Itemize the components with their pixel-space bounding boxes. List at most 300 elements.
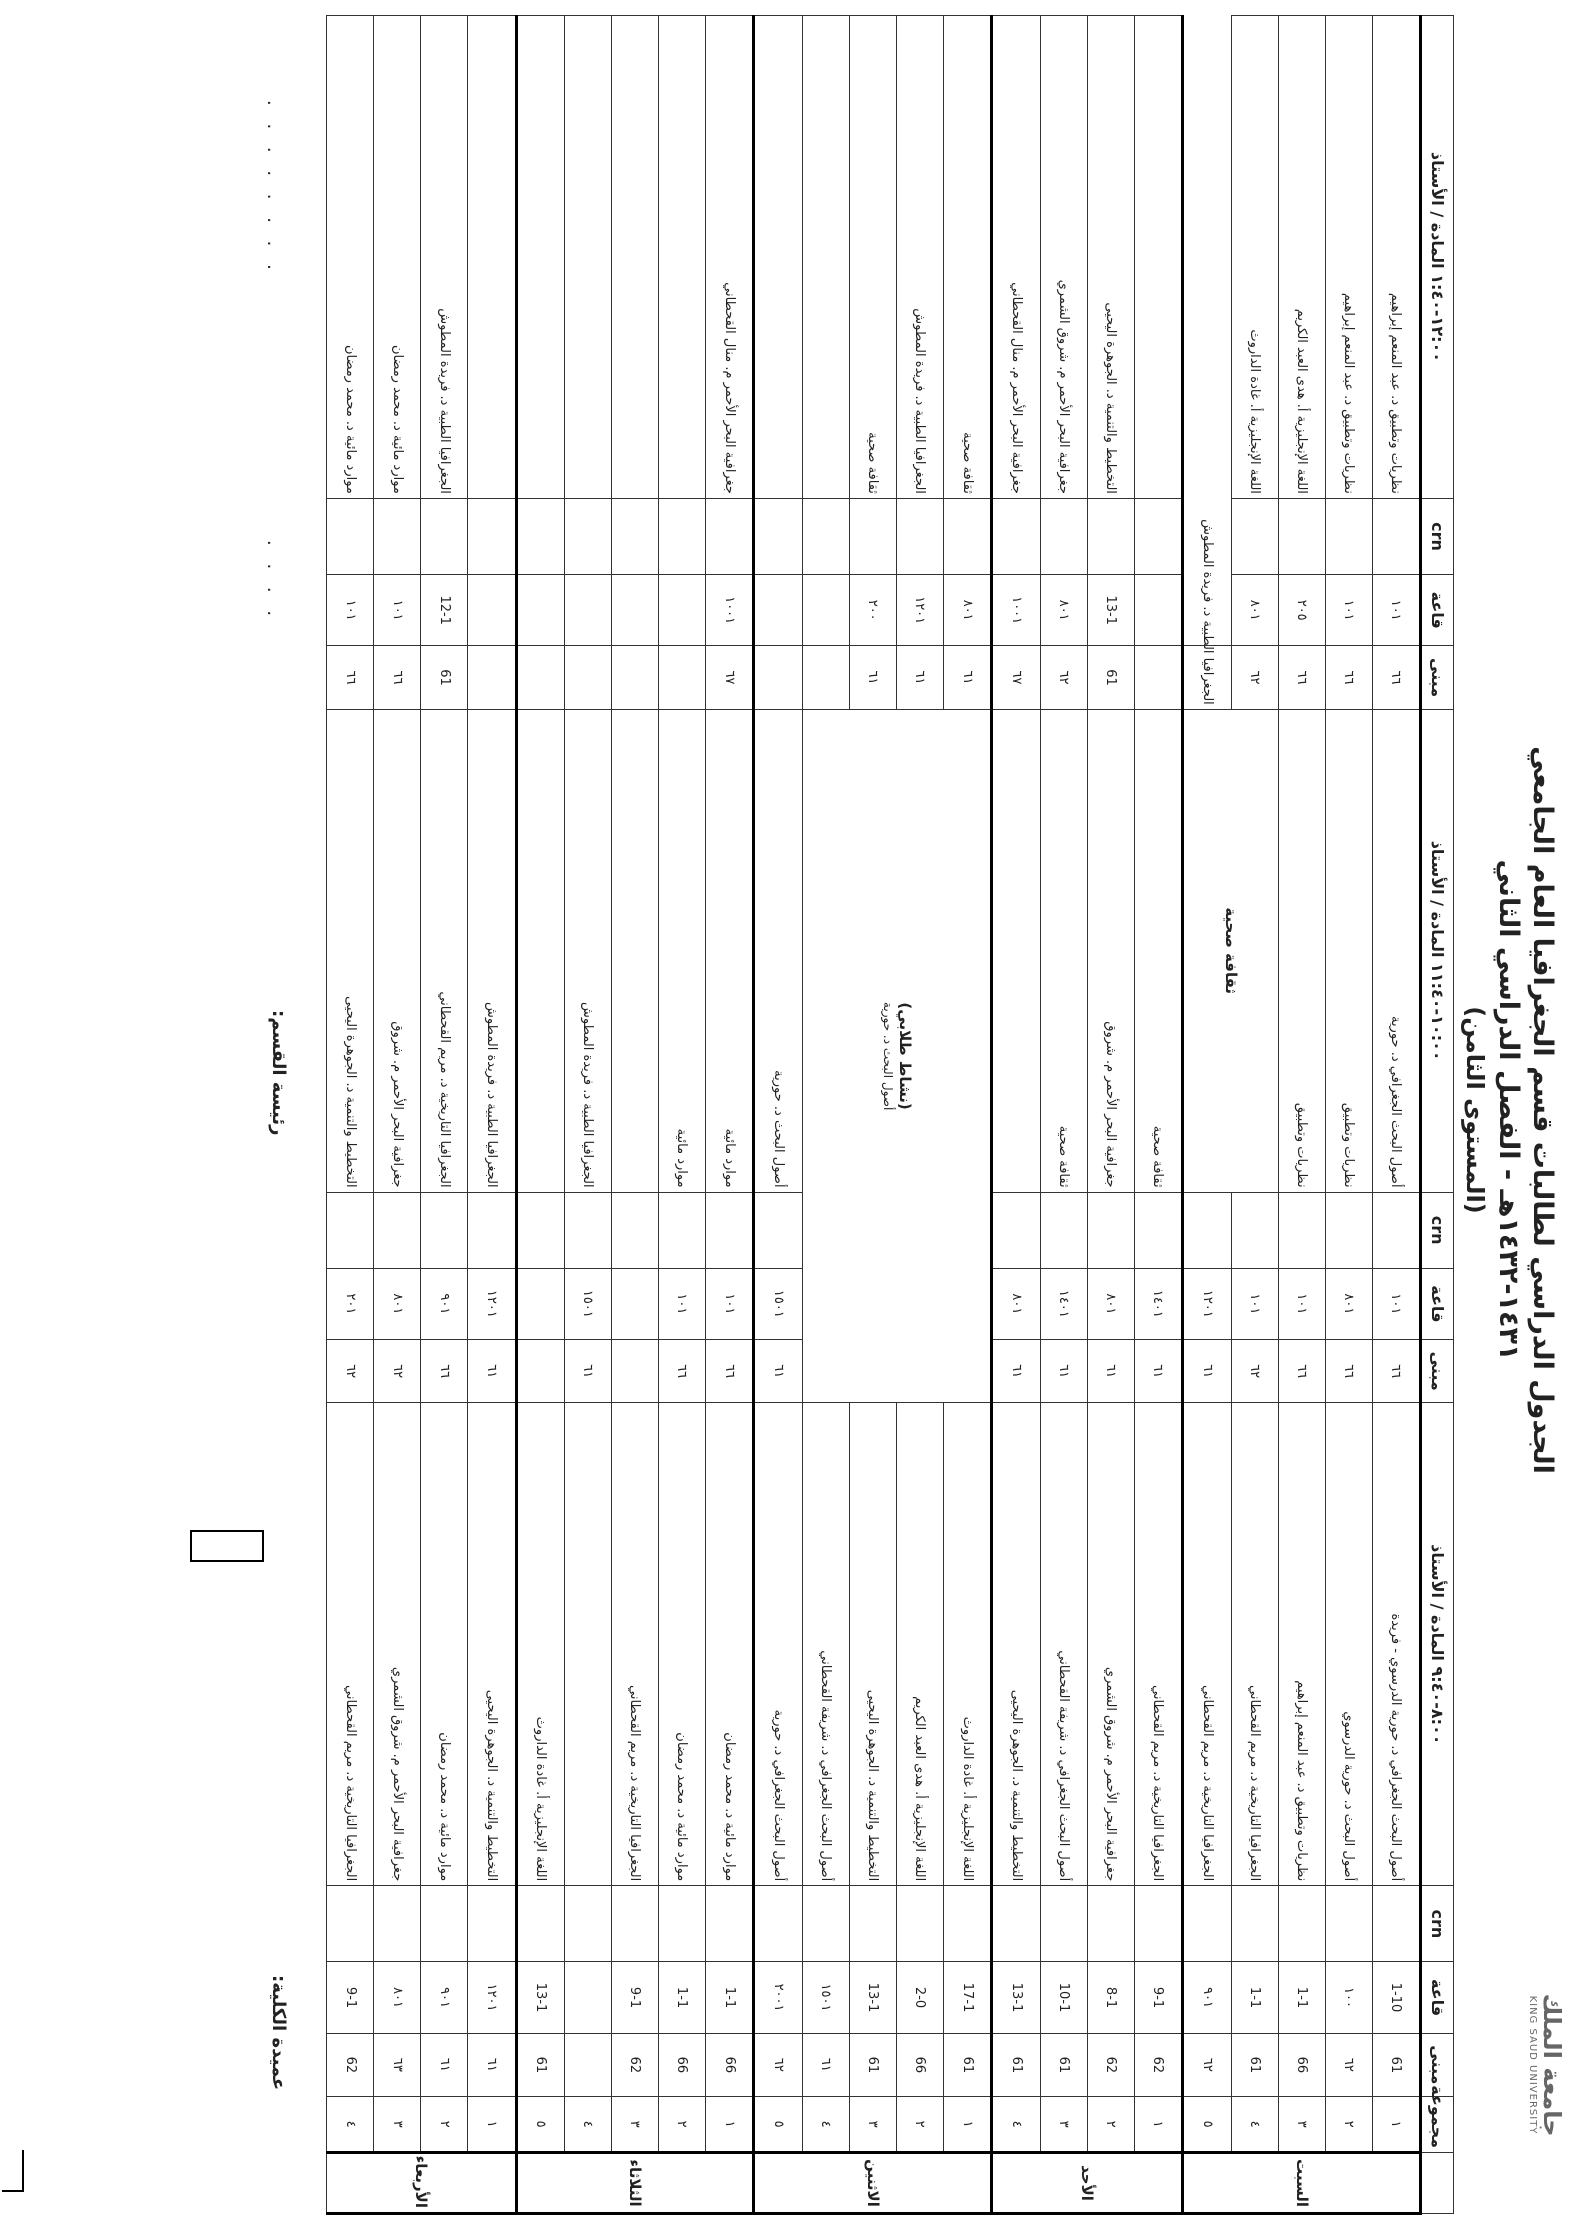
hall-cell: 1-1 bbox=[705, 1962, 753, 2033]
schedule-row bbox=[1231, 16, 1278, 2214]
crn-cell bbox=[516, 498, 564, 574]
building-cell: ٦٦ bbox=[1325, 1339, 1372, 1403]
building-header: مبنى bbox=[1421, 646, 1454, 710]
university-logo bbox=[1506, 1950, 1566, 2180]
course-cell: موارد مائية bbox=[705, 709, 753, 1192]
header-row bbox=[1421, 16, 1454, 2214]
building-cell bbox=[754, 646, 802, 710]
schedule-row bbox=[992, 16, 1040, 2214]
group-number: ٢ bbox=[658, 2097, 705, 2153]
schedule-row bbox=[658, 16, 705, 2214]
crn-cell bbox=[1087, 1192, 1134, 1268]
course-cell: ثقافة صحية bbox=[1040, 709, 1087, 1192]
course-cell: ثقافة صحية bbox=[849, 16, 896, 499]
building-cell: ٦١ bbox=[1134, 1339, 1182, 1403]
course-cell: أصول البحث الجغرافي د. حورية bbox=[1372, 709, 1420, 1192]
schedule-row bbox=[468, 16, 516, 2214]
course-cell: اللغة الإنجليزية أ. غادة الداروث bbox=[516, 1403, 564, 1886]
building-cell: ٦٦ bbox=[705, 1339, 753, 1403]
schedule-row bbox=[374, 16, 421, 2214]
schedule-row bbox=[1087, 16, 1134, 2214]
course-cell: اللغة الإنجليزية أ. غادة الداروث bbox=[1231, 16, 1278, 499]
group-number: ٢ bbox=[421, 2097, 468, 2153]
hall-cell: 9-1 bbox=[611, 1962, 658, 2033]
course-cell: جغرافية البحر الأحمر م. شروق الشمري bbox=[1040, 16, 1087, 499]
course-cell: ثقافة صحية bbox=[1134, 709, 1182, 1192]
course-cell bbox=[611, 709, 658, 1192]
day-label-saturday: السبت bbox=[1183, 2153, 1421, 2214]
group-number: ٢ bbox=[1325, 2097, 1372, 2153]
crn-cell bbox=[421, 1886, 468, 1962]
hall-cell: 1-10 bbox=[1372, 1962, 1420, 2033]
building-cell: ٦٦ bbox=[1325, 646, 1372, 710]
building-cell: ٦٢ bbox=[1231, 1339, 1278, 1403]
course-cell: موارد مائية د. محمد رمضان bbox=[705, 1403, 753, 1886]
building-cell: 61 bbox=[1231, 2033, 1278, 2097]
building-cell: ٦١ bbox=[849, 646, 896, 710]
hall-cell: ٨٠١ bbox=[1040, 575, 1087, 646]
crn-cell bbox=[1183, 1192, 1231, 1268]
course-cell: أصول البحث الجغرافي د. شريفة القحطاني bbox=[1040, 1403, 1087, 1886]
building-cell: ٦٢ bbox=[327, 1339, 374, 1403]
building-cell: 61 bbox=[1040, 2033, 1087, 2097]
crn-cell bbox=[1040, 498, 1087, 574]
building-cell: 62 bbox=[1087, 2033, 1134, 2097]
building-cell: ٦١ bbox=[754, 1339, 802, 1403]
dean-signature: عميدة الكلية: bbox=[268, 1975, 289, 2091]
crn-cell bbox=[658, 498, 705, 574]
course-cell bbox=[992, 709, 1040, 1192]
building-cell: ٦٦ bbox=[658, 1339, 705, 1403]
hall-cell: ٢٠٠ bbox=[849, 575, 896, 646]
group-number: ٥ bbox=[516, 2097, 564, 2153]
course-cell: التخطيط والتنمية د. الجوهرة اليحيى bbox=[849, 1403, 896, 1886]
course-cell: نظريات وتطبيق د. عبد المنعم إبراهيم bbox=[1325, 16, 1372, 499]
building-cell: ٦١ bbox=[468, 1339, 516, 1403]
crn-cell bbox=[565, 1192, 612, 1268]
hall-cell: ١٥٠١ bbox=[802, 1962, 849, 2033]
crn-cell bbox=[754, 1192, 802, 1268]
crn-cell bbox=[705, 498, 753, 574]
building-cell: ٦١ bbox=[1040, 1339, 1087, 1403]
hall-cell: ١٤٠١ bbox=[1040, 1268, 1087, 1339]
building-cell: ٦٦ bbox=[374, 646, 421, 710]
course-cell: التخطيط والتنمية د. الجوهرة اليحيى bbox=[327, 709, 374, 1192]
crn-cell bbox=[849, 1886, 896, 1962]
crn-cell bbox=[1325, 1886, 1372, 1962]
crn-cell bbox=[658, 1886, 705, 1962]
crn-cell bbox=[421, 498, 468, 574]
hall-cell: 1-1 bbox=[1278, 1962, 1325, 2033]
course-cell: الجغرافيا التاريخية د. مريم القحطاني bbox=[611, 1403, 658, 1886]
hall-cell: ٢٠١ bbox=[327, 1268, 374, 1339]
group-number: ٤ bbox=[1231, 2097, 1278, 2153]
crn-cell bbox=[1231, 498, 1278, 574]
schedule-row bbox=[705, 16, 753, 2214]
crn-cell bbox=[1372, 1192, 1420, 1268]
day-label-monday: الاثنين bbox=[754, 2153, 992, 2214]
building-cell bbox=[565, 646, 612, 710]
hall-cell: 13-1 bbox=[849, 1962, 896, 2033]
crn-cell bbox=[468, 1192, 516, 1268]
crn-cell bbox=[849, 498, 896, 574]
block3-header: ١٢:٠٠-١:٤٠ المادة / الأستاذ bbox=[1421, 16, 1454, 499]
crn-cell bbox=[468, 1886, 516, 1962]
course-cell: موارد مائية bbox=[658, 709, 705, 1192]
course-cell: جغرافية البحر الأحمر م. منال القحطاني bbox=[705, 16, 753, 499]
hall-cell bbox=[516, 575, 564, 646]
hall-cell: ٨٠١ bbox=[943, 575, 991, 646]
hall-cell: ١٠١ bbox=[1278, 1268, 1325, 1339]
building-cell bbox=[565, 2033, 612, 2097]
hall-cell: ١٢٠١ bbox=[468, 1962, 516, 2033]
course-cell: جغرافية البحر الأحمر م. شروق bbox=[1087, 709, 1134, 1192]
course-cell: أصول البحث الجغرافي د. حورية bbox=[754, 1403, 802, 1886]
crn-cell bbox=[1231, 1886, 1278, 1962]
schedule-row bbox=[611, 16, 658, 2214]
hall-cell bbox=[658, 575, 705, 646]
hall-cell: ١٠١ bbox=[1372, 1268, 1420, 1339]
group-number: ١ bbox=[705, 2097, 753, 2153]
course-cell: التخطيط والتنمية د. الجوهرة اليحيى bbox=[992, 1403, 1040, 1886]
course-cell: الجغرافيا التاريخية د. مريم القحطاني bbox=[1231, 1403, 1278, 1886]
logo-english-text: KING SAUD UNIVERSITY bbox=[1527, 1995, 1538, 2135]
hall-cell bbox=[565, 1962, 612, 2033]
building-cell: ٦٦ bbox=[1278, 646, 1325, 710]
schedule-row bbox=[943, 16, 991, 2214]
hall-cell bbox=[754, 575, 802, 646]
crn-cell bbox=[516, 1886, 564, 1962]
crn-cell bbox=[421, 1192, 468, 1268]
building-cell: 66 bbox=[658, 2033, 705, 2097]
building-cell bbox=[516, 1339, 564, 1403]
level-subtitle: (المستوى الثامن) bbox=[1461, 1006, 1489, 1214]
hall-cell bbox=[565, 575, 612, 646]
building-cell: 62 bbox=[327, 2033, 374, 2097]
crn-cell bbox=[1278, 498, 1325, 574]
head-of-department-signature: رئيسة القسم: bbox=[268, 1010, 289, 1136]
merged-student-activity-block bbox=[802, 709, 991, 1403]
course-cell: نظريات وتطبيق د. عبد المنعم إبراهيم bbox=[1372, 16, 1420, 499]
course-cell: التخطيط والتنمية د. الجوهرة اليحيى bbox=[1087, 16, 1134, 499]
course-cell: جغرافية البحر الأحمر م. شروق الشمري bbox=[1087, 1403, 1134, 1886]
building-cell: ٦٢ bbox=[1231, 646, 1278, 710]
building-cell: ٦٢ bbox=[754, 2033, 802, 2097]
crn-cell bbox=[1040, 1886, 1087, 1962]
hall-header: قاعة bbox=[1421, 1268, 1454, 1339]
course-cell: أصول البحث الجغرافي د. شريفة القحطاني bbox=[802, 1403, 849, 1886]
building-cell: ٦٢ bbox=[1325, 2033, 1372, 2097]
group-number: ٣ bbox=[849, 2097, 896, 2153]
course-cell: نظريات وتطبيق bbox=[1278, 709, 1325, 1192]
course-cell bbox=[565, 1403, 612, 1886]
course-cell bbox=[516, 16, 564, 499]
course-cell bbox=[516, 709, 564, 1192]
building-cell: 62 bbox=[1134, 2033, 1182, 2097]
block2-header: ١٠:٠٠-١١:٤٠ المادة / الأستاذ bbox=[1421, 709, 1454, 1192]
title-block bbox=[1459, 700, 1559, 1520]
hall-cell: ٩٠١ bbox=[1183, 1962, 1231, 2033]
group-number: ١ bbox=[1134, 2097, 1182, 2153]
course-cell: الجغرافيا الطبية د. فريدة المطوش bbox=[468, 709, 516, 1192]
schedule-table bbox=[326, 15, 1454, 2215]
crn-cell bbox=[943, 498, 991, 574]
schedule-row bbox=[1325, 16, 1372, 2214]
crn-cell bbox=[1087, 1886, 1134, 1962]
dotted-line: . . . . . . . . bbox=[263, 100, 284, 276]
block1-header: ٨:٠٠-٩:٤٠ المادة / الأستاذ bbox=[1421, 1403, 1454, 1886]
course-cell: نظريات وتطبيق د. عبد المنعم إبراهيم bbox=[1278, 1403, 1325, 1886]
course-cell: أصول البحث الجغرافي د. حورية الدرسوي - فريدة bbox=[1372, 1403, 1420, 1886]
day-label-sunday: الأحد bbox=[992, 2153, 1183, 2214]
crn-cell bbox=[802, 1886, 849, 1962]
schedule-row bbox=[1278, 16, 1325, 2214]
hall-cell bbox=[611, 1268, 658, 1339]
course-cell: اللغة الإنجليزية أ. غادة الداروث bbox=[943, 1403, 991, 1886]
course-cell: الجغرافيا التاريخية د. مريم القحطاني bbox=[1183, 1403, 1231, 1886]
day-label-tuesday: الثلاثاء bbox=[516, 2153, 754, 2214]
crn-cell bbox=[611, 498, 658, 574]
hall-cell: ٨٠١ bbox=[1325, 1268, 1372, 1339]
merged-health-culture: ثقافة صحية bbox=[1183, 709, 1278, 1192]
course-cell: جغرافية البحر الأحمر م. منال القحطاني bbox=[992, 16, 1040, 499]
hall-cell: ١٢٠١ bbox=[1183, 1268, 1231, 1339]
course-cell bbox=[754, 16, 802, 499]
group-number: ١ bbox=[1372, 2097, 1420, 2153]
group-number: ٤ bbox=[565, 2097, 612, 2153]
hall-cell: 9-1 bbox=[1134, 1962, 1182, 2033]
hall-cell bbox=[516, 1268, 564, 1339]
building-cell: ٦٦ bbox=[1372, 646, 1420, 710]
crn-cell bbox=[1183, 1886, 1231, 1962]
day-header bbox=[1421, 2153, 1454, 2214]
building-cell: ٦٦ bbox=[1278, 1339, 1325, 1403]
course-cell: التخطيط والتنمية د. الجوهرة اليحيى bbox=[468, 1403, 516, 1886]
page-title: الجدول الدراسي لطالبات قسم الجغرافيا العام الجامعي ١٤٣١-١٤٣٢هـ - الفصل الدراسي الثاني bbox=[1493, 746, 1558, 1474]
crn-cell bbox=[516, 1192, 564, 1268]
building-cell: ٦٧ bbox=[992, 646, 1040, 710]
crn-cell bbox=[658, 1192, 705, 1268]
building-cell bbox=[516, 646, 564, 710]
course-cell: الجغرافيا الطبية د. فريدة المطوش bbox=[1183, 646, 1231, 710]
course-cell: جغرافية البحر الأحمر م. شروق الشمري bbox=[374, 1403, 421, 1886]
crn-header: crn bbox=[1421, 1886, 1454, 1962]
building-cell: ٦٢ bbox=[1183, 2033, 1231, 2097]
crn-cell bbox=[1325, 1192, 1372, 1268]
building-cell: ٦١ bbox=[468, 2033, 516, 2097]
building-cell: 61 bbox=[992, 2033, 1040, 2097]
hall-cell: ١٢٠١ bbox=[896, 575, 943, 646]
crn-cell bbox=[1231, 1192, 1278, 1268]
schedule-body bbox=[327, 16, 1421, 2214]
hall-cell: 2-0 bbox=[896, 1962, 943, 2033]
building-cell: ٦١ bbox=[565, 1339, 612, 1403]
crn-cell bbox=[565, 1886, 612, 1962]
day-label-wednesday: الأربعاء bbox=[327, 2153, 517, 2214]
building-cell: ٦١ bbox=[1183, 1339, 1231, 1403]
hall-cell bbox=[611, 575, 658, 646]
course-cell: الجغرافيا الطبية د. فريدة المطوش bbox=[421, 16, 468, 499]
crn-cell bbox=[705, 1886, 753, 1962]
hall-cell: ١٠١ bbox=[1231, 1268, 1278, 1339]
group-number: ٣ bbox=[1278, 2097, 1325, 2153]
hall-header: قاعة bbox=[1421, 575, 1454, 646]
course-cell: جغرافية البحر الأحمر م. شروق bbox=[374, 709, 421, 1192]
hall-cell: ٨٠١ bbox=[1087, 1268, 1134, 1339]
building-cell: 61 bbox=[421, 646, 468, 710]
logo-arabic-text: جامعة الملك bbox=[1538, 1993, 1566, 2137]
crn-cell bbox=[1372, 498, 1420, 574]
building-cell bbox=[611, 1339, 658, 1403]
group-number: ٣ bbox=[611, 2097, 658, 2153]
crn-cell bbox=[1278, 1886, 1325, 1962]
schedule-row bbox=[565, 16, 612, 2214]
hall-cell: ٢٠٥ bbox=[1278, 575, 1325, 646]
group-number: ٤ bbox=[327, 2097, 374, 2153]
corner-mark bbox=[2, 2150, 24, 2192]
hall-cell: 17-1 bbox=[943, 1962, 991, 2033]
building-cell bbox=[611, 646, 658, 710]
hall-cell: ٨٠١ bbox=[374, 1962, 421, 2033]
crn-cell bbox=[992, 1192, 1040, 1268]
crn-cell bbox=[896, 498, 943, 574]
building-cell: 62 bbox=[611, 2033, 658, 2097]
hall-cell: ٩٠١ bbox=[421, 1962, 468, 2033]
course-cell: نظريات وتطبيق bbox=[1325, 709, 1372, 1192]
building-cell: ٦٧ bbox=[705, 646, 753, 710]
crn-cell bbox=[992, 1886, 1040, 1962]
course-cell: اللغة الإنجليزية أ. هدى العبد الكريم bbox=[896, 1403, 943, 1886]
hall-cell: ١٠١ bbox=[327, 575, 374, 646]
building-cell: ٦٦ bbox=[1372, 1339, 1420, 1403]
course-cell: موارد مائية د. محمد رمضان bbox=[374, 16, 421, 499]
hall-cell: ٩٠١ bbox=[421, 1268, 468, 1339]
hall-cell: ١٠٠ bbox=[1325, 1962, 1372, 2033]
course-cell: ثقافة صحية bbox=[943, 16, 991, 499]
group-number: ٥ bbox=[754, 2097, 802, 2153]
crn-cell bbox=[327, 1886, 374, 1962]
crn-cell bbox=[943, 1886, 991, 1962]
group-number: ٤ bbox=[802, 2097, 849, 2153]
building-cell: ٦١ bbox=[421, 2033, 468, 2097]
hall-cell: 9-1 bbox=[327, 1962, 374, 2033]
crn-cell bbox=[374, 498, 421, 574]
hall-cell bbox=[1134, 575, 1182, 646]
hall-cell: ٨٠١ bbox=[992, 1268, 1040, 1339]
building-cell: ٦١ bbox=[943, 646, 991, 710]
group-number: ٢ bbox=[896, 2097, 943, 2153]
crn-cell bbox=[468, 498, 516, 574]
hall-cell: ١٢٠١ bbox=[468, 1268, 516, 1339]
building-cell: ٦٦ bbox=[421, 1339, 468, 1403]
crn-cell bbox=[565, 498, 612, 574]
building-cell: 61 bbox=[943, 2033, 991, 2097]
hall-cell: ١٤٠١ bbox=[1134, 1268, 1182, 1339]
crn-cell bbox=[327, 1192, 374, 1268]
course-cell: موارد مائية د. محمد رمضان bbox=[421, 1403, 468, 1886]
crn-cell bbox=[611, 1192, 658, 1268]
crn-header: crn bbox=[1421, 498, 1454, 574]
course-cell bbox=[1134, 16, 1182, 499]
building-cell bbox=[802, 646, 849, 710]
crn-cell bbox=[374, 1192, 421, 1268]
research-methods-label: أصول البحث د. حورية bbox=[880, 1001, 895, 1111]
course-cell bbox=[565, 16, 612, 499]
building-cell: 61 bbox=[1372, 2033, 1420, 2097]
hall-cell: ١٠٠١ bbox=[705, 575, 753, 646]
crn-cell bbox=[1134, 498, 1182, 574]
hall-cell: 8-1 bbox=[1087, 1962, 1134, 2033]
dotted-line: . . . . bbox=[263, 540, 284, 623]
crn-header: crn bbox=[1421, 1192, 1454, 1268]
hall-cell: ٢٠٠١ bbox=[754, 1962, 802, 2033]
course-cell: موارد مائية د. محمد رمضان bbox=[327, 16, 374, 499]
hall-cell: ٨٠١ bbox=[1231, 575, 1278, 646]
crn-cell bbox=[1087, 498, 1134, 574]
group-number: ٤ bbox=[992, 2097, 1040, 2153]
course-cell: الجغرافيا التاريخية د. مريم القحطاني bbox=[1134, 1403, 1182, 1886]
schedule-row bbox=[1372, 16, 1420, 2214]
group-number: ٥ bbox=[1183, 2097, 1231, 2153]
building-cell: ٦٣ bbox=[374, 2033, 421, 2097]
hall-cell: 13-1 bbox=[516, 1962, 564, 2033]
course-cell: الجغرافيا الطبية د. فريدة المطوش bbox=[896, 16, 943, 499]
hall-cell: ١٥٠١ bbox=[754, 1268, 802, 1339]
schedule-row bbox=[754, 16, 802, 2214]
course-cell: اللغة الإنجليزية أ. هدى العبد الكريم bbox=[1278, 16, 1325, 499]
crn-cell bbox=[611, 1886, 658, 1962]
hall-cell: 1-1 bbox=[1231, 1962, 1278, 2033]
hall-cell: ١٠١ bbox=[1372, 575, 1420, 646]
building-cell: ٦٦ bbox=[327, 646, 374, 710]
building-cell: 66 bbox=[896, 2033, 943, 2097]
hall-cell bbox=[468, 575, 516, 646]
crn-cell bbox=[1134, 1192, 1182, 1268]
building-cell bbox=[658, 646, 705, 710]
group-number: ٢ bbox=[1087, 2097, 1134, 2153]
student-activity-label: (نشاط طلابي) bbox=[895, 1002, 914, 1110]
schedule-row bbox=[327, 16, 374, 2214]
building-cell: 61 bbox=[1087, 646, 1134, 710]
hall-cell: ١٥٠١ bbox=[565, 1268, 612, 1339]
group-number: ٣ bbox=[1040, 2097, 1087, 2153]
group-number: ٣ bbox=[374, 2097, 421, 2153]
crn-cell bbox=[374, 1886, 421, 1962]
hall-cell: ٨٠١ bbox=[374, 1268, 421, 1339]
building-cell: 66 bbox=[705, 2033, 753, 2097]
building-header: مبنى bbox=[1421, 1339, 1454, 1403]
building-cell: 66 bbox=[1278, 2033, 1325, 2097]
schedule-row bbox=[516, 16, 564, 2214]
crn-cell bbox=[1278, 1192, 1325, 1268]
hall-cell: 13-1 bbox=[992, 1962, 1040, 2033]
building-cell: ٦٢ bbox=[1040, 646, 1087, 710]
building-cell: ٦٢ bbox=[374, 1339, 421, 1403]
course-cell: الجغرافيا الطبية د. فريدة المطوش bbox=[565, 709, 612, 1192]
hall-cell: ١٠١ bbox=[658, 1268, 705, 1339]
group-number: ١ bbox=[943, 2097, 991, 2153]
crn-cell bbox=[705, 1192, 753, 1268]
crn-cell bbox=[802, 498, 849, 574]
course-cell: أصول البحث د. حورية الدرسوي bbox=[1325, 1403, 1372, 1886]
course-cell bbox=[611, 16, 658, 499]
hall-cell: ١٠١ bbox=[374, 575, 421, 646]
hall-cell: 1-1 bbox=[658, 1962, 705, 2033]
course-cell bbox=[468, 16, 516, 499]
hall-cell: ١٠١ bbox=[705, 1268, 753, 1339]
course-cell bbox=[658, 16, 705, 499]
building-cell: ٦١ bbox=[992, 1339, 1040, 1403]
